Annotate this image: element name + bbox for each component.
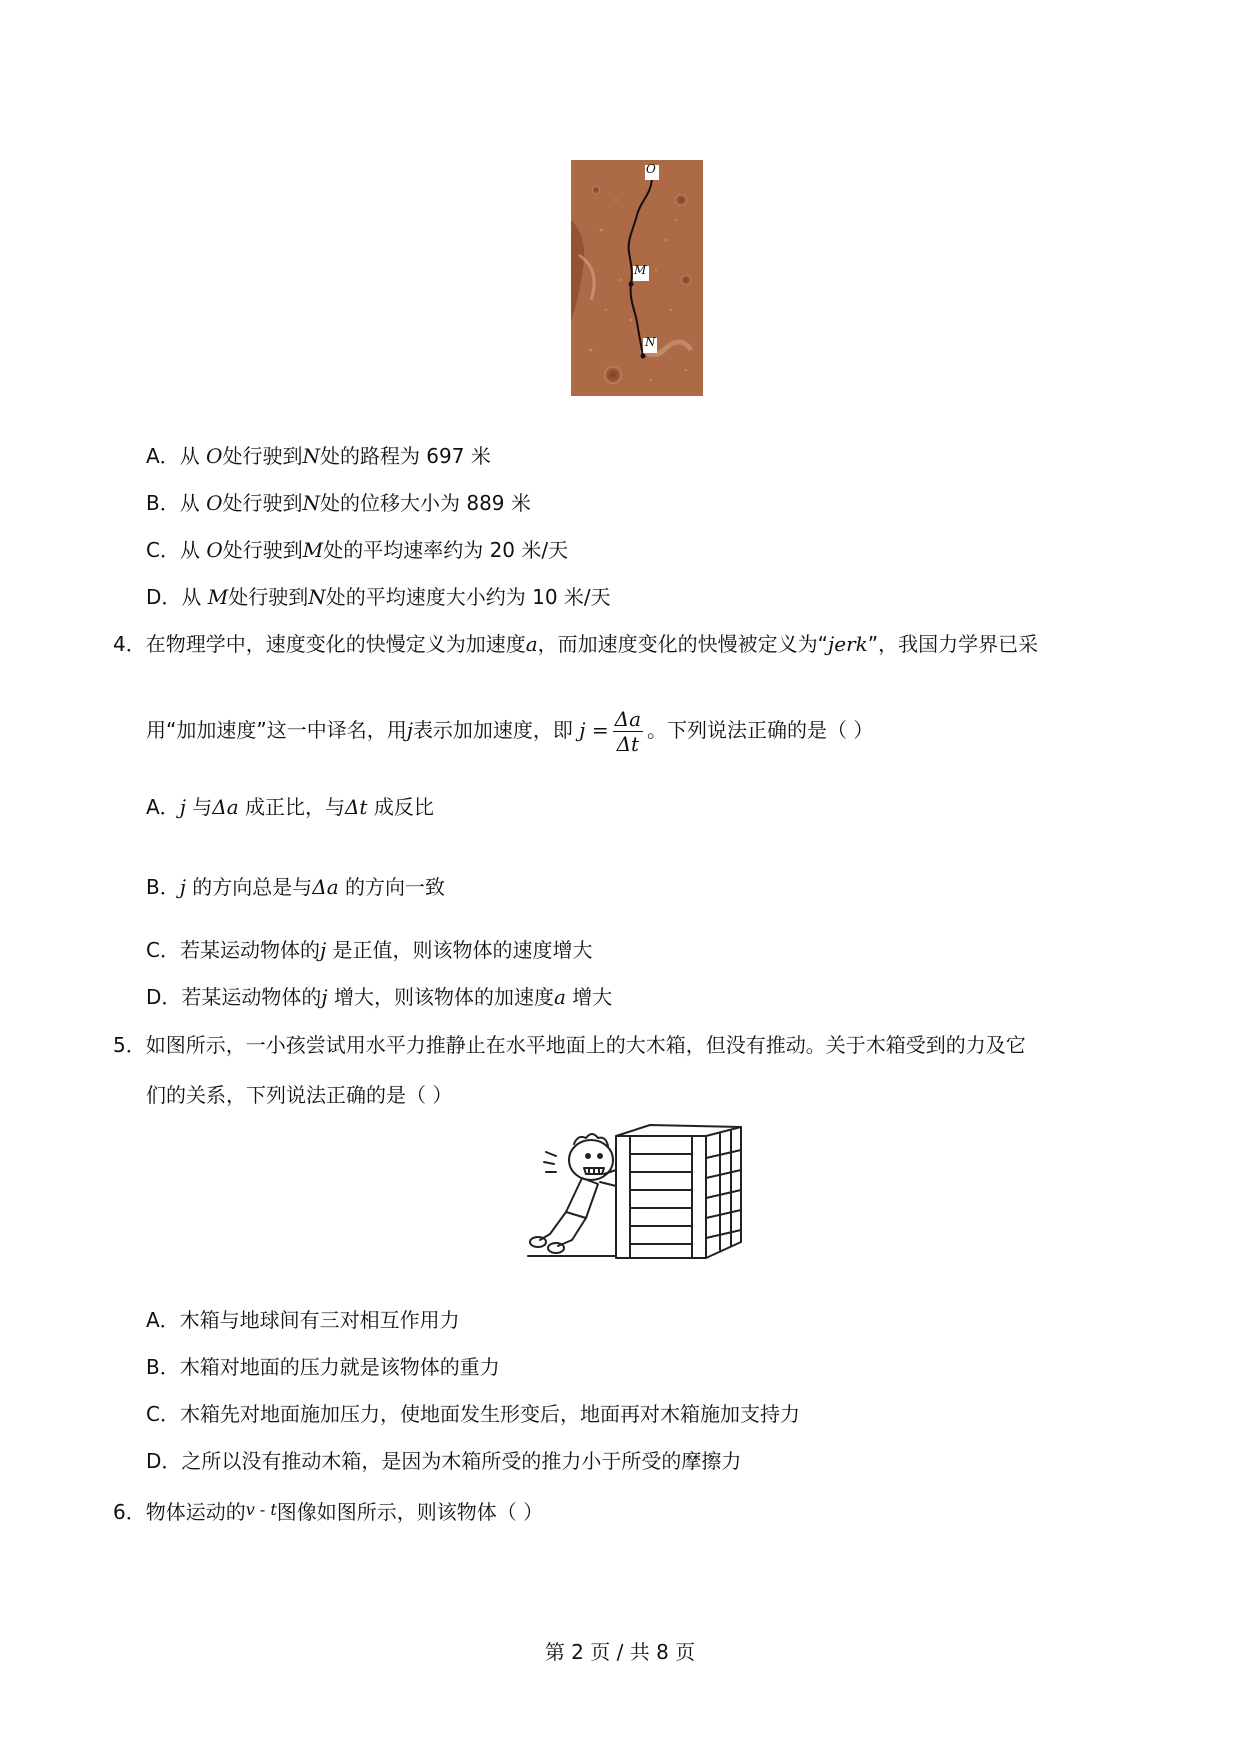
q3-option-c: C．从 O处行驶到M处的平均速率约为 20 米/天 xyxy=(146,538,569,562)
q4-option-b: B．j 的方向总是与Δa 的方向一致 xyxy=(146,875,446,899)
q3-option-a: A．从 O处行驶到N处的路程为 697 米 xyxy=(146,444,491,468)
map-label-o: O xyxy=(646,162,656,176)
q4-stem-line1: 4．在物理学中，速度变化的快慢定义为加速度a，而加速度变化的快慢被定义为“jerk”，我国力学界已采 xyxy=(113,632,1039,656)
q4-stem-line2: 用“加加速度”这一中译名，用j表示加加速度，即 j = $\frac{\Delta a}{\Delta t}$ 。下列说法正确的是（ ） xyxy=(146,707,874,756)
q3-option-d: D．从 M处行驶到N处的平均速度大小约为 10 米/天 xyxy=(146,585,611,609)
mars-route-figure xyxy=(571,160,703,396)
formula-lhs: j = xyxy=(579,718,609,742)
q4-option-c: C．若某运动物体的j 是正值，则该物体的速度增大 xyxy=(146,938,593,962)
q6-stem: 6．物体运动的$^{v - t}$图像如图所示，则该物体（ ） xyxy=(113,1500,544,1524)
map-label-m: M xyxy=(634,263,647,277)
map-label-n: N xyxy=(645,335,656,349)
q5-stem-line2: 们的关系，下列说法正确的是（ ） xyxy=(146,1083,453,1107)
q4-option-a: A．j 与Δa 成正比，与Δt 成反比 xyxy=(146,795,434,819)
child-pushing-crate-figure xyxy=(526,1122,758,1262)
formula-fraction: $\frac{\Delta a}{\Delta t}$ xyxy=(614,707,641,756)
q4-option-d: D．若某运动物体的j 增大，则该物体的加速度a 增大 xyxy=(146,985,613,1009)
q5-option-c: C．木箱先对地面施加压力，使地面发生形变后，地面再对木箱施加支持力 xyxy=(146,1402,800,1426)
q5-option-b: B．木箱对地面的压力就是该物体的重力 xyxy=(146,1355,500,1379)
q5-stem-line1: 5．如图所示，一小孩尝试用水平力推静止在水平地面上的大木箱，但没有推动。关于木箱受到的力及它 xyxy=(113,1033,1026,1057)
q5-option-a: A．木箱与地球间有三对相互作用力 xyxy=(146,1308,460,1332)
q3-option-b: B．从 O处行驶到N处的位移大小为 889 米 xyxy=(146,491,531,515)
page-footer: 第 2 页 / 共 8 页 xyxy=(544,1640,696,1664)
q5-option-d: D．之所以没有推动木箱，是因为木箱所受的推力小于所受的摩擦力 xyxy=(146,1449,742,1473)
